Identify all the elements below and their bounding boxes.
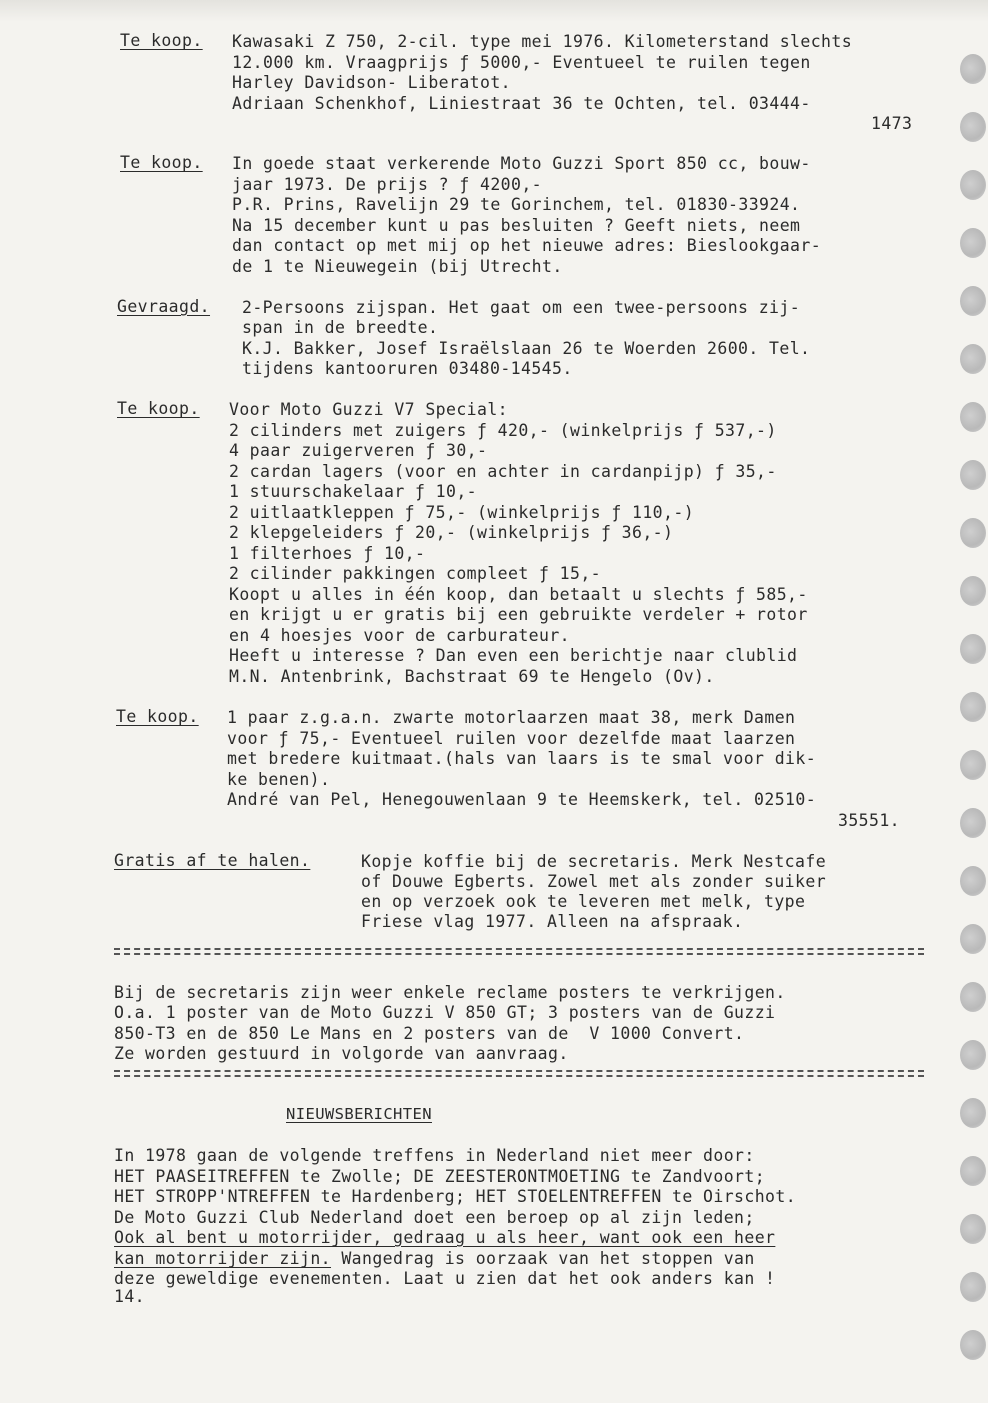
news-line: De Moto Guzzi Club Nederland doet een beroep op al zijn leden; (114, 1208, 755, 1227)
news-line-rest: Wangedrag is oorzaak van het stoppen van (331, 1249, 755, 1268)
news-emphasis: kan motorrijder zijn. (114, 1249, 332, 1268)
notice-line: Bij de secretaris zijn weer enkele reclame posters te verkrijgen. (114, 983, 786, 1002)
ad-line: Kopje koffie bij de secretaris. Merk Nestcafe (361, 852, 827, 871)
binder-hole (960, 982, 986, 1012)
separator-line (114, 948, 924, 950)
binder-hole (960, 634, 986, 664)
ad-line: Heeft u interesse ? Dan even een berichtje naar clublid (229, 646, 798, 665)
separator-line (114, 1070, 924, 1072)
binder-hole (960, 460, 986, 490)
ad-line: of Douwe Egberts. Zowel met als zonder suiker (361, 872, 827, 891)
ad-line: jaar 1973. De prijs ? ƒ 4200,- (232, 175, 543, 194)
binder-hole (960, 344, 986, 374)
ad-label: Te koop. (116, 707, 199, 726)
ad-line: M.N. Antenbrink, Bachstraat 69 te Hengelo (Ov). (229, 667, 715, 686)
binder-hole (960, 1156, 986, 1186)
ad-line: K.J. Bakker, Josef Israëlslaan 26 te Woerden 2600. Tel. (242, 339, 811, 358)
ad-line: Friese vlag 1977. Alleen na afspraak. (361, 912, 744, 931)
ad-line: met bredere kuitmaat.(hals van laars is te smal voor dik- (227, 749, 817, 768)
ad-line: voor ƒ 75,- Eventueel ruilen voor dezelfde maat laarzen (227, 729, 796, 748)
notice-line: Ze worden gestuurd in volgorde van aanvraag. (114, 1044, 569, 1063)
ad-line: 2-Persoons zijspan. Het gaat om een twee-persoons zij- (242, 298, 801, 317)
notice-line: O.a. 1 poster van de Moto Guzzi V 850 GT; 3 posters van de Guzzi (114, 1003, 776, 1022)
ad-line: Voor Moto Guzzi V7 Special: (229, 400, 509, 419)
binder-hole (960, 692, 986, 722)
binder-hole (960, 518, 986, 548)
ad-label: Te koop. (117, 399, 200, 418)
binder-hole (960, 1272, 986, 1302)
binder-hole (960, 112, 986, 142)
ad-line: André van Pel, Henegouwenlaan 9 te Heemskerk, tel. 02510- (227, 790, 817, 809)
binder-hole (960, 402, 986, 432)
ad-line: 2 uitlaatkleppen ƒ 75,- (winkelprijs ƒ 110,-) (229, 503, 695, 522)
separator-line (114, 953, 924, 955)
binder-hole (960, 866, 986, 896)
ad-line: 1 stuurschakelaar ƒ 10,- (229, 482, 478, 501)
binder-hole (960, 924, 986, 954)
ad-label: Gevraagd. (117, 297, 211, 316)
ad-line: 35551. (838, 811, 901, 830)
scan-shadow (0, 0, 988, 22)
binder-hole (960, 1214, 986, 1244)
separator-line (114, 1075, 924, 1077)
ad-line: Adriaan Schenkhof, Liniestraat 36 te Ochten, tel. 03444- (232, 94, 811, 113)
binder-hole (960, 750, 986, 780)
ad-line: 12.000 km. Vraagprijs ƒ 5000,- Eventueel te ruilen tegen (232, 53, 811, 72)
ad-line: de 1 te Nieuwegein (bij Utrecht. (232, 257, 563, 276)
ad-line: en op verzoek ook te leveren met melk, type (361, 892, 806, 911)
news-line: HET STROPP'NTREFFEN te Hardenberg; HET STOELENTREFFEN te Oirschot. (114, 1187, 797, 1206)
ad-line: 2 cardan lagers (voor en achter in cardanpijp) ƒ 35,- (229, 462, 777, 481)
ad-line: 1 filterhoes ƒ 10,- (229, 544, 426, 563)
ad-line: Harley Davidson- Liberatot. (232, 73, 512, 92)
binder-hole (960, 228, 986, 258)
binder-hole (960, 286, 986, 316)
ad-label: Gratis af te halen. (114, 851, 311, 870)
binder-hole (960, 54, 986, 84)
ad-line: ke benen). (227, 770, 331, 789)
binder-hole (960, 1098, 986, 1128)
binder-hole (960, 1040, 986, 1070)
ad-label: Te koop. (120, 31, 203, 50)
ad-line: tijdens kantooruren 03480-14545. (242, 359, 573, 378)
ad-line: P.R. Prins, Ravelijn 29 te Gorinchem, tel. 01830-33924. (232, 195, 801, 214)
ad-line: en krijgt u er gratis bij een gebruikte verdeler + rotor (229, 605, 808, 624)
ad-line: span in de breedte. (242, 318, 439, 337)
ad-line: 2 cilinders met zuigers ƒ 420,- (winkelprijs ƒ 537,-) (229, 421, 777, 440)
ad-label: Te koop. (120, 153, 203, 172)
page-number: 14. (114, 1287, 146, 1306)
news-emphasis: Ook al bent u motorrijder, gedraag u als heer, want ook een heer (114, 1228, 776, 1247)
ad-line: Na 15 december kunt u pas besluiten ? Geeft niets, neem (232, 216, 801, 235)
binder-hole (960, 576, 986, 606)
binder-hole (960, 1330, 986, 1360)
news-line: HET PAASEITREFFEN te Zwolle; DE ZEESTERONTMOETING te Zandvoort; (114, 1167, 766, 1186)
binder-holes (958, 40, 988, 1403)
news-line: deze geweldige evenementen. Laat u zien dat het ook anders kan ! (114, 1269, 776, 1288)
notice-line: 850-T3 en de 850 Le Mans en 2 posters van de V 1000 Convert. (114, 1024, 745, 1043)
binder-hole (960, 808, 986, 838)
ad-line: 1473 (871, 114, 913, 133)
news-line (114, 1249, 755, 1269)
news-line: In 1978 gaan de volgende treffens in Nederland niet meer door: (114, 1146, 755, 1165)
binder-hole (960, 170, 986, 200)
ad-line: en 4 hoesjes voor de carburateur. (229, 626, 571, 645)
ad-line: Koopt u alles in één koop, dan betaalt u slechts ƒ 585,- (229, 585, 808, 604)
ad-line: 4 paar zuigerveren ƒ 30,- (229, 441, 488, 460)
ad-line: Kawasaki Z 750, 2-cil. type mei 1976. Kilometerstand slechts (232, 32, 853, 51)
ad-line: dan contact op met mij op het nieuwe adres: Bieslookgaar- (232, 236, 822, 255)
ad-line: In goede staat verkerende Moto Guzzi Sport 850 cc, bouw- (232, 154, 811, 173)
ad-line: 1 paar z.g.a.n. zwarte motorlaarzen maat 38, merk Damen (227, 708, 796, 727)
ad-line: 2 cilinder pakkingen compleet ƒ 15,- (229, 564, 602, 583)
section-heading: NIEUWSBERICHTEN (286, 1105, 432, 1123)
ad-line: 2 klepgeleiders ƒ 20,- (winkelprijs ƒ 36,-) (229, 523, 674, 542)
